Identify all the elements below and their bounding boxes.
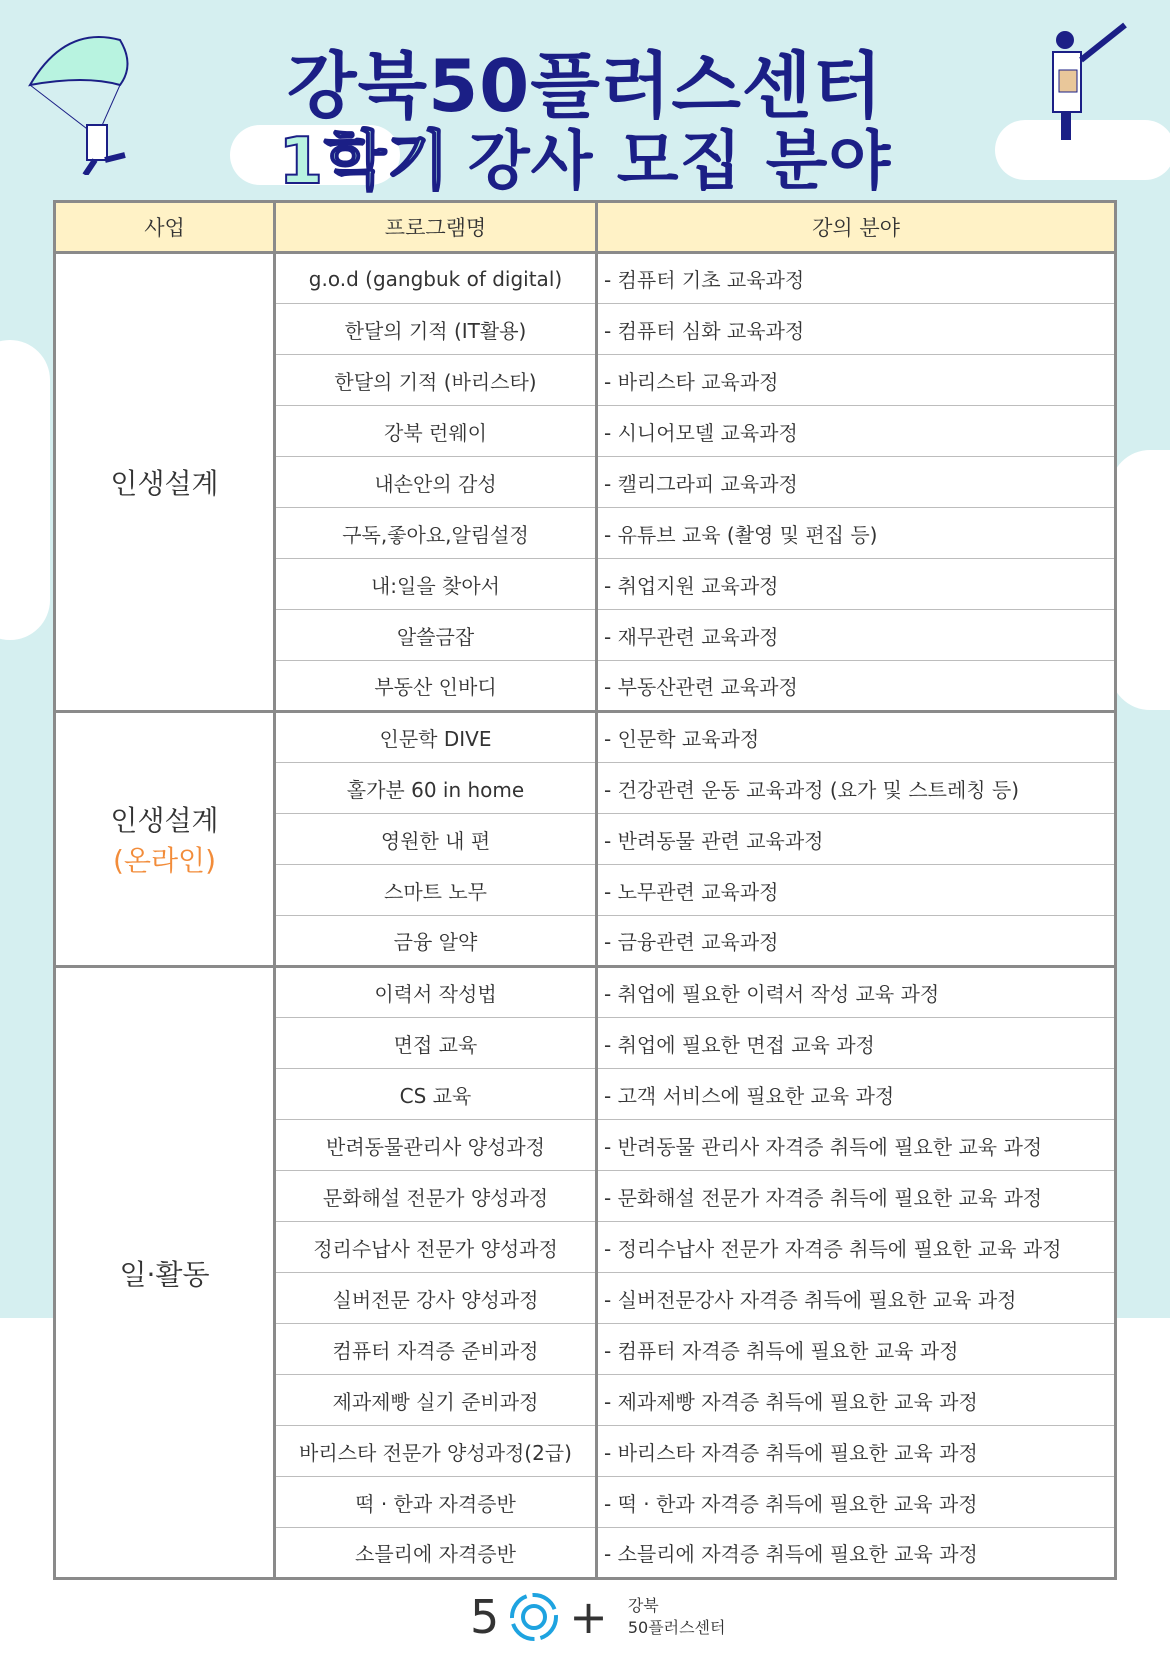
business-sub-label: (온라인) [113,844,216,877]
lecture-field-cell: - 취업지원 교육과정 [597,559,1116,610]
program-name-cell: 부동산 인바디 [275,661,597,712]
lecture-field-cell: - 캘리그라피 교육과정 [597,457,1116,508]
org-name-line2: 50플러스센터 [627,1618,726,1637]
lecture-field-cell: - 금융관련 교육과정 [597,916,1116,967]
program-name-cell: 떡 · 한과 자격증반 [275,1477,597,1528]
lecture-field-cell: - 바리스타 교육과정 [597,355,1116,406]
business-name: 일·활동 [119,1257,210,1291]
program-name-cell: 한달의 기적 (IT활용) [275,304,597,355]
table-header-row [55,202,1116,253]
lecture-field-cell: - 제과제빵 자격증 취득에 필요한 교육 과정 [597,1375,1116,1426]
program-name-cell: 구독,좋아요,알림설정 [275,508,597,559]
lecture-field-cell: - 유튜브 교육 (촬영 및 편집 등) [597,508,1116,559]
page-subtitle [0,110,1170,202]
column-header-program: 프로그램명 [275,202,597,253]
cloud [0,340,50,640]
center-logo [470,1590,725,1644]
business-cell [55,712,275,967]
lecture-field-cell: - 노무관련 교육과정 [597,865,1116,916]
program-name-cell: 강북 런웨이 [275,406,597,457]
column-header-business: 사업 [55,202,275,253]
lecture-field-cell: - 재무관련 교육과정 [597,610,1116,661]
lecture-field-cell: - 부동산관련 교육과정 [597,661,1116,712]
subtitle-text: 강사 모집 분야 [467,125,892,199]
lecture-field-cell: - 정리수납사 전문가 자격증 취득에 필요한 교육 과정 [597,1222,1116,1273]
program-name-cell: 컴퓨터 자격증 준비과정 [275,1324,597,1375]
program-name-cell: 정리수납사 전문가 양성과정 [275,1222,597,1273]
business-cell [55,967,275,1579]
program-name-cell: 이력서 작성법 [275,967,597,1018]
logo-five: 5 [470,1590,500,1644]
lecture-field-cell: - 고객 서비스에 필요한 교육 과정 [597,1069,1116,1120]
lecture-field-cell: - 소믈리에 자격증 취득에 필요한 교육 과정 [597,1528,1116,1579]
program-name-cell: 알쓸금잡 [275,610,597,661]
business-cell [55,253,275,712]
business-name: 인생설계 [110,804,219,837]
program-name-cell: 반려동물관리사 양성과정 [275,1120,597,1171]
program-name-cell: 문화해설 전문가 양성과정 [275,1171,597,1222]
lecture-field-cell: - 반려동물 관리사 자격증 취득에 필요한 교육 과정 [597,1120,1116,1171]
program-name-cell: 금융 알약 [275,916,597,967]
table-row [55,253,1116,304]
program-name-cell: CS 교육 [275,1069,597,1120]
column-header-field: 강의 분야 [597,202,1116,253]
lecture-field-cell: - 건강관련 운동 교육과정 (요가 및 스트레칭 등) [597,763,1116,814]
semester-label: 1학기 [278,125,450,199]
program-name-cell: 면접 교육 [275,1018,597,1069]
lecture-field-cell: - 반려동물 관련 교육과정 [597,814,1116,865]
lecture-field-cell: - 컴퓨터 기초 교육과정 [597,253,1116,304]
program-name-cell: 영원한 내 편 [275,814,597,865]
program-name-cell: 바리스타 전문가 양성과정(2급) [275,1426,597,1477]
lecture-field-cell: - 인문학 교육과정 [597,712,1116,763]
program-name-cell: 소믈리에 자격증반 [275,1528,597,1579]
lecture-field-cell: - 떡 · 한과 자격증 취득에 필요한 교육 과정 [597,1477,1116,1528]
logo-circle-icon [509,1592,559,1642]
lecture-field-cell: - 시니어모델 교육과정 [597,406,1116,457]
program-name-cell: 한달의 기적 (바리스타) [275,355,597,406]
business-name: 인생설계 [110,467,219,500]
program-name-cell: 내:일을 찾아서 [275,559,597,610]
program-name-cell: g.o.d (gangbuk of digital) [275,253,597,304]
org-name-line1: 강북 [627,1596,659,1615]
lecture-field-cell: - 취업에 필요한 이력서 작성 교육 과정 [597,967,1116,1018]
lecture-field-cell: - 바리스타 자격증 취득에 필요한 교육 과정 [597,1426,1116,1477]
program-name-cell: 제과제빵 실기 준비과정 [275,1375,597,1426]
logo-plus: + [569,1590,608,1644]
lecture-field-cell: - 취업에 필요한 면접 교육 과정 [597,1018,1116,1069]
cloud [1110,450,1170,710]
table-row [55,712,1116,763]
lecture-field-cell: - 컴퓨터 자격증 취득에 필요한 교육 과정 [597,1324,1116,1375]
recruitment-table [53,200,1117,1580]
table-row [55,967,1116,1018]
program-name-cell: 내손안의 감성 [275,457,597,508]
program-name-cell: 인문학 DIVE [275,712,597,763]
program-name-cell: 스마트 노무 [275,865,597,916]
lecture-field-cell: - 컴퓨터 심화 교육과정 [597,304,1116,355]
program-name-cell: 홀가분 60 in home [275,763,597,814]
lecture-field-cell: - 문화해설 전문가 자격증 취득에 필요한 교육 과정 [597,1171,1116,1222]
lecture-field-cell: - 실버전문강사 자격증 취득에 필요한 교육 과정 [597,1273,1116,1324]
program-name-cell: 실버전문 강사 양성과정 [275,1273,597,1324]
page-title: 강북50플러스센터 [286,44,884,128]
